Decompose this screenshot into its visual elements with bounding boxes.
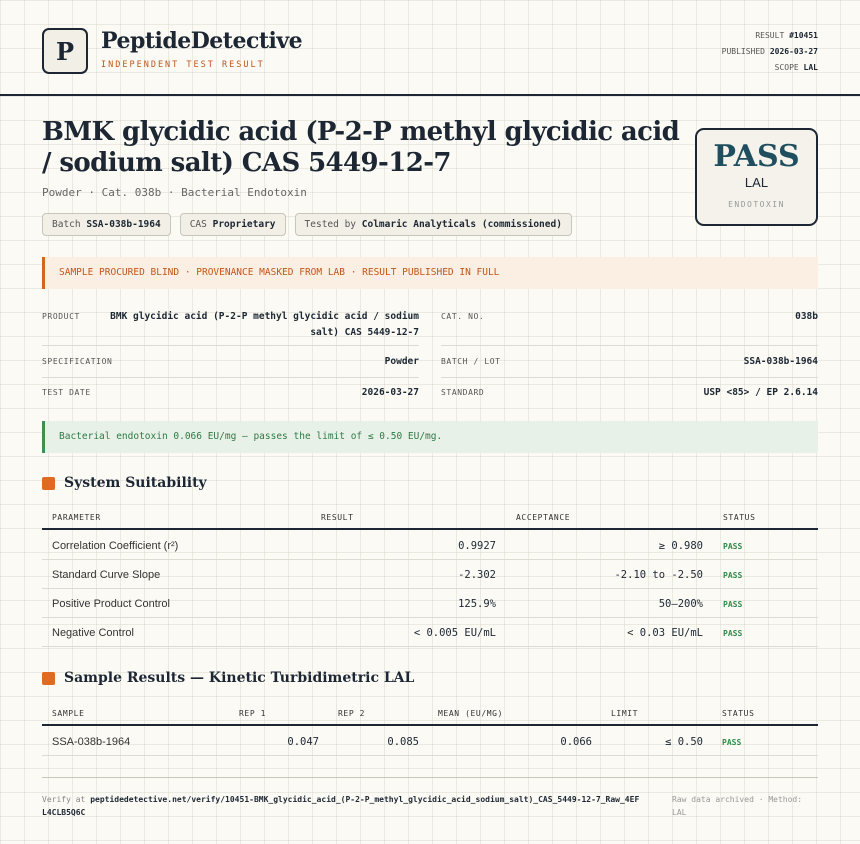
- info-label: TEST DATE: [42, 388, 91, 397]
- verdict-badge: [695, 128, 818, 226]
- result-cell: < 0.005 EU/mL: [413, 627, 496, 639]
- info-label: PRODUCT: [42, 312, 80, 321]
- logo-mark: P: [42, 28, 88, 74]
- product-chips: [42, 213, 572, 236]
- table-row: [42, 531, 818, 560]
- info-label: BATCH / LOT: [441, 357, 501, 366]
- procurement-notice: SAMPLE PROCURED BLIND · PROVENANCE MASKED FROM LAB · RESULT PUBLISHED IN FULL: [42, 257, 818, 289]
- archive-note: Raw data archived · Method: LAL: [672, 795, 803, 817]
- col-status: STATUS: [723, 513, 756, 522]
- col-status: STATUS: [722, 709, 755, 718]
- parameter-cell: Negative Control: [52, 627, 134, 639]
- info-cat-no: [441, 304, 818, 346]
- product-title: BMK glycidic acid (P-2-P methyl glycidic acid / sodium salt) CAS 5449-12-7: [42, 117, 680, 178]
- rep1-cell: 0.047: [287, 736, 319, 748]
- cas-chip: CAS Proprietary: [180, 213, 286, 236]
- acceptance-cell: ≥ 0.980: [658, 540, 703, 552]
- verify-link[interactable]: peptidedetective.net/verify/10451-BMK_glycidic_acid_(P-2-P_methyl_glycidic_acid_sodium_salt)_CAS_5449-12-7_Raw_4EFL4CLB5Q6C: [42, 795, 640, 817]
- acceptance-cell: -2.10 to -2.50: [614, 569, 703, 581]
- limit-cell: ≤ 0.50: [665, 736, 703, 748]
- brand-tagline: INDEPENDENT TEST RESULT: [101, 60, 265, 70]
- info-value: 2026-03-27: [361, 387, 419, 398]
- result-summary: Bacterial endotoxin 0.066 EU/mg — passes the limit of ≤ 0.50 EU/mg.: [42, 421, 818, 453]
- status-badge: PASS: [723, 571, 743, 580]
- verdict-method: LAL: [744, 175, 769, 190]
- sample-cell: SSA-038b-1964: [52, 736, 131, 748]
- info-value: Powder: [384, 356, 419, 367]
- meta-result: RESULT #10451: [755, 31, 818, 40]
- verdict-result: PASS: [713, 139, 800, 174]
- section-marker-icon: [42, 672, 55, 685]
- samples-section-title: Sample Results — Kinetic Turbidimetric LAL: [42, 670, 414, 686]
- header-divider: [0, 94, 860, 96]
- verify-note: Verify at peptidedetective.net/verify/10451-BMK_glycidic_acid_(P-2-P_methyl_glycidic_acid_sodium_salt)_CAS_5449-12-7_Raw_4EFL4CLB5Q6C: [42, 795, 640, 817]
- parameter-cell: Correlation Coefficient (r²): [52, 540, 179, 552]
- table-row: [42, 618, 818, 647]
- col-parameter: PARAMETER: [52, 513, 101, 522]
- info-value: BMK glycidic acid (P-2-P methyl glycidic acid / sodium salt) CAS 5449-12-7: [110, 311, 419, 338]
- status-badge: PASS: [722, 738, 742, 747]
- info-test-date: [42, 378, 419, 408]
- suitability-table-header: [42, 505, 818, 530]
- info-value: USP <85> / EP 2.6.14: [703, 387, 818, 398]
- result-meta: [722, 28, 818, 76]
- table-row: [42, 589, 818, 618]
- product-subtitle: Powder · Cat. 038b · Bacterial Endotoxin: [42, 186, 307, 199]
- result-cell: 0.9927: [458, 540, 496, 552]
- info-batch-lot: [441, 346, 818, 378]
- info-label: STANDARD: [441, 388, 485, 397]
- col-result: RESULT: [321, 513, 354, 522]
- verdict-category: ENDOTOXIN: [728, 200, 785, 209]
- section-marker-icon: [42, 477, 55, 490]
- info-specification: [42, 346, 419, 378]
- status-badge: PASS: [723, 600, 743, 609]
- result-cell: 125.9%: [458, 598, 496, 610]
- mean-cell: 0.066: [560, 736, 592, 748]
- suitability-section-title: System Suitability: [42, 475, 207, 491]
- table-row: [42, 560, 818, 589]
- acceptance-cell: < 0.03 EU/mL: [627, 627, 703, 639]
- footer-divider: [42, 777, 818, 778]
- info-label: CAT. NO.: [441, 312, 485, 321]
- tested-by-chip: Tested by Colmaric Analyticals (commissioned): [295, 213, 572, 236]
- parameter-cell: Standard Curve Slope: [52, 569, 161, 581]
- col-limit: LIMIT: [611, 709, 639, 718]
- info-value: SSA-038b-1964: [743, 356, 818, 367]
- samples-table-header: [42, 701, 818, 726]
- info-standard: [441, 378, 818, 408]
- batch-chip: Batch SSA-038b-1964: [42, 213, 171, 236]
- acceptance-cell: 50–200%: [658, 598, 703, 610]
- result-cell: -2.302: [458, 569, 496, 581]
- parameter-cell: Positive Product Control: [52, 598, 170, 610]
- info-label: SPECIFICATION: [42, 357, 113, 366]
- meta-scope: SCOPE LAL: [774, 63, 818, 72]
- info-value: 038b: [795, 311, 818, 322]
- info-product: [42, 304, 419, 346]
- col-acceptance: ACCEPTANCE: [516, 513, 571, 522]
- col-sample: SAMPLE: [52, 709, 85, 718]
- col-rep1: REP 1: [239, 709, 267, 718]
- status-badge: PASS: [723, 629, 743, 638]
- meta-published: PUBLISHED 2026-03-27: [721, 47, 818, 56]
- col-rep2: REP 2: [338, 709, 366, 718]
- status-badge: PASS: [723, 542, 743, 551]
- rep2-cell: 0.085: [387, 736, 419, 748]
- table-row: [42, 727, 818, 756]
- brand-name: PeptideDetective: [101, 28, 303, 54]
- col-mean: MEAN (EU/MG): [438, 709, 503, 718]
